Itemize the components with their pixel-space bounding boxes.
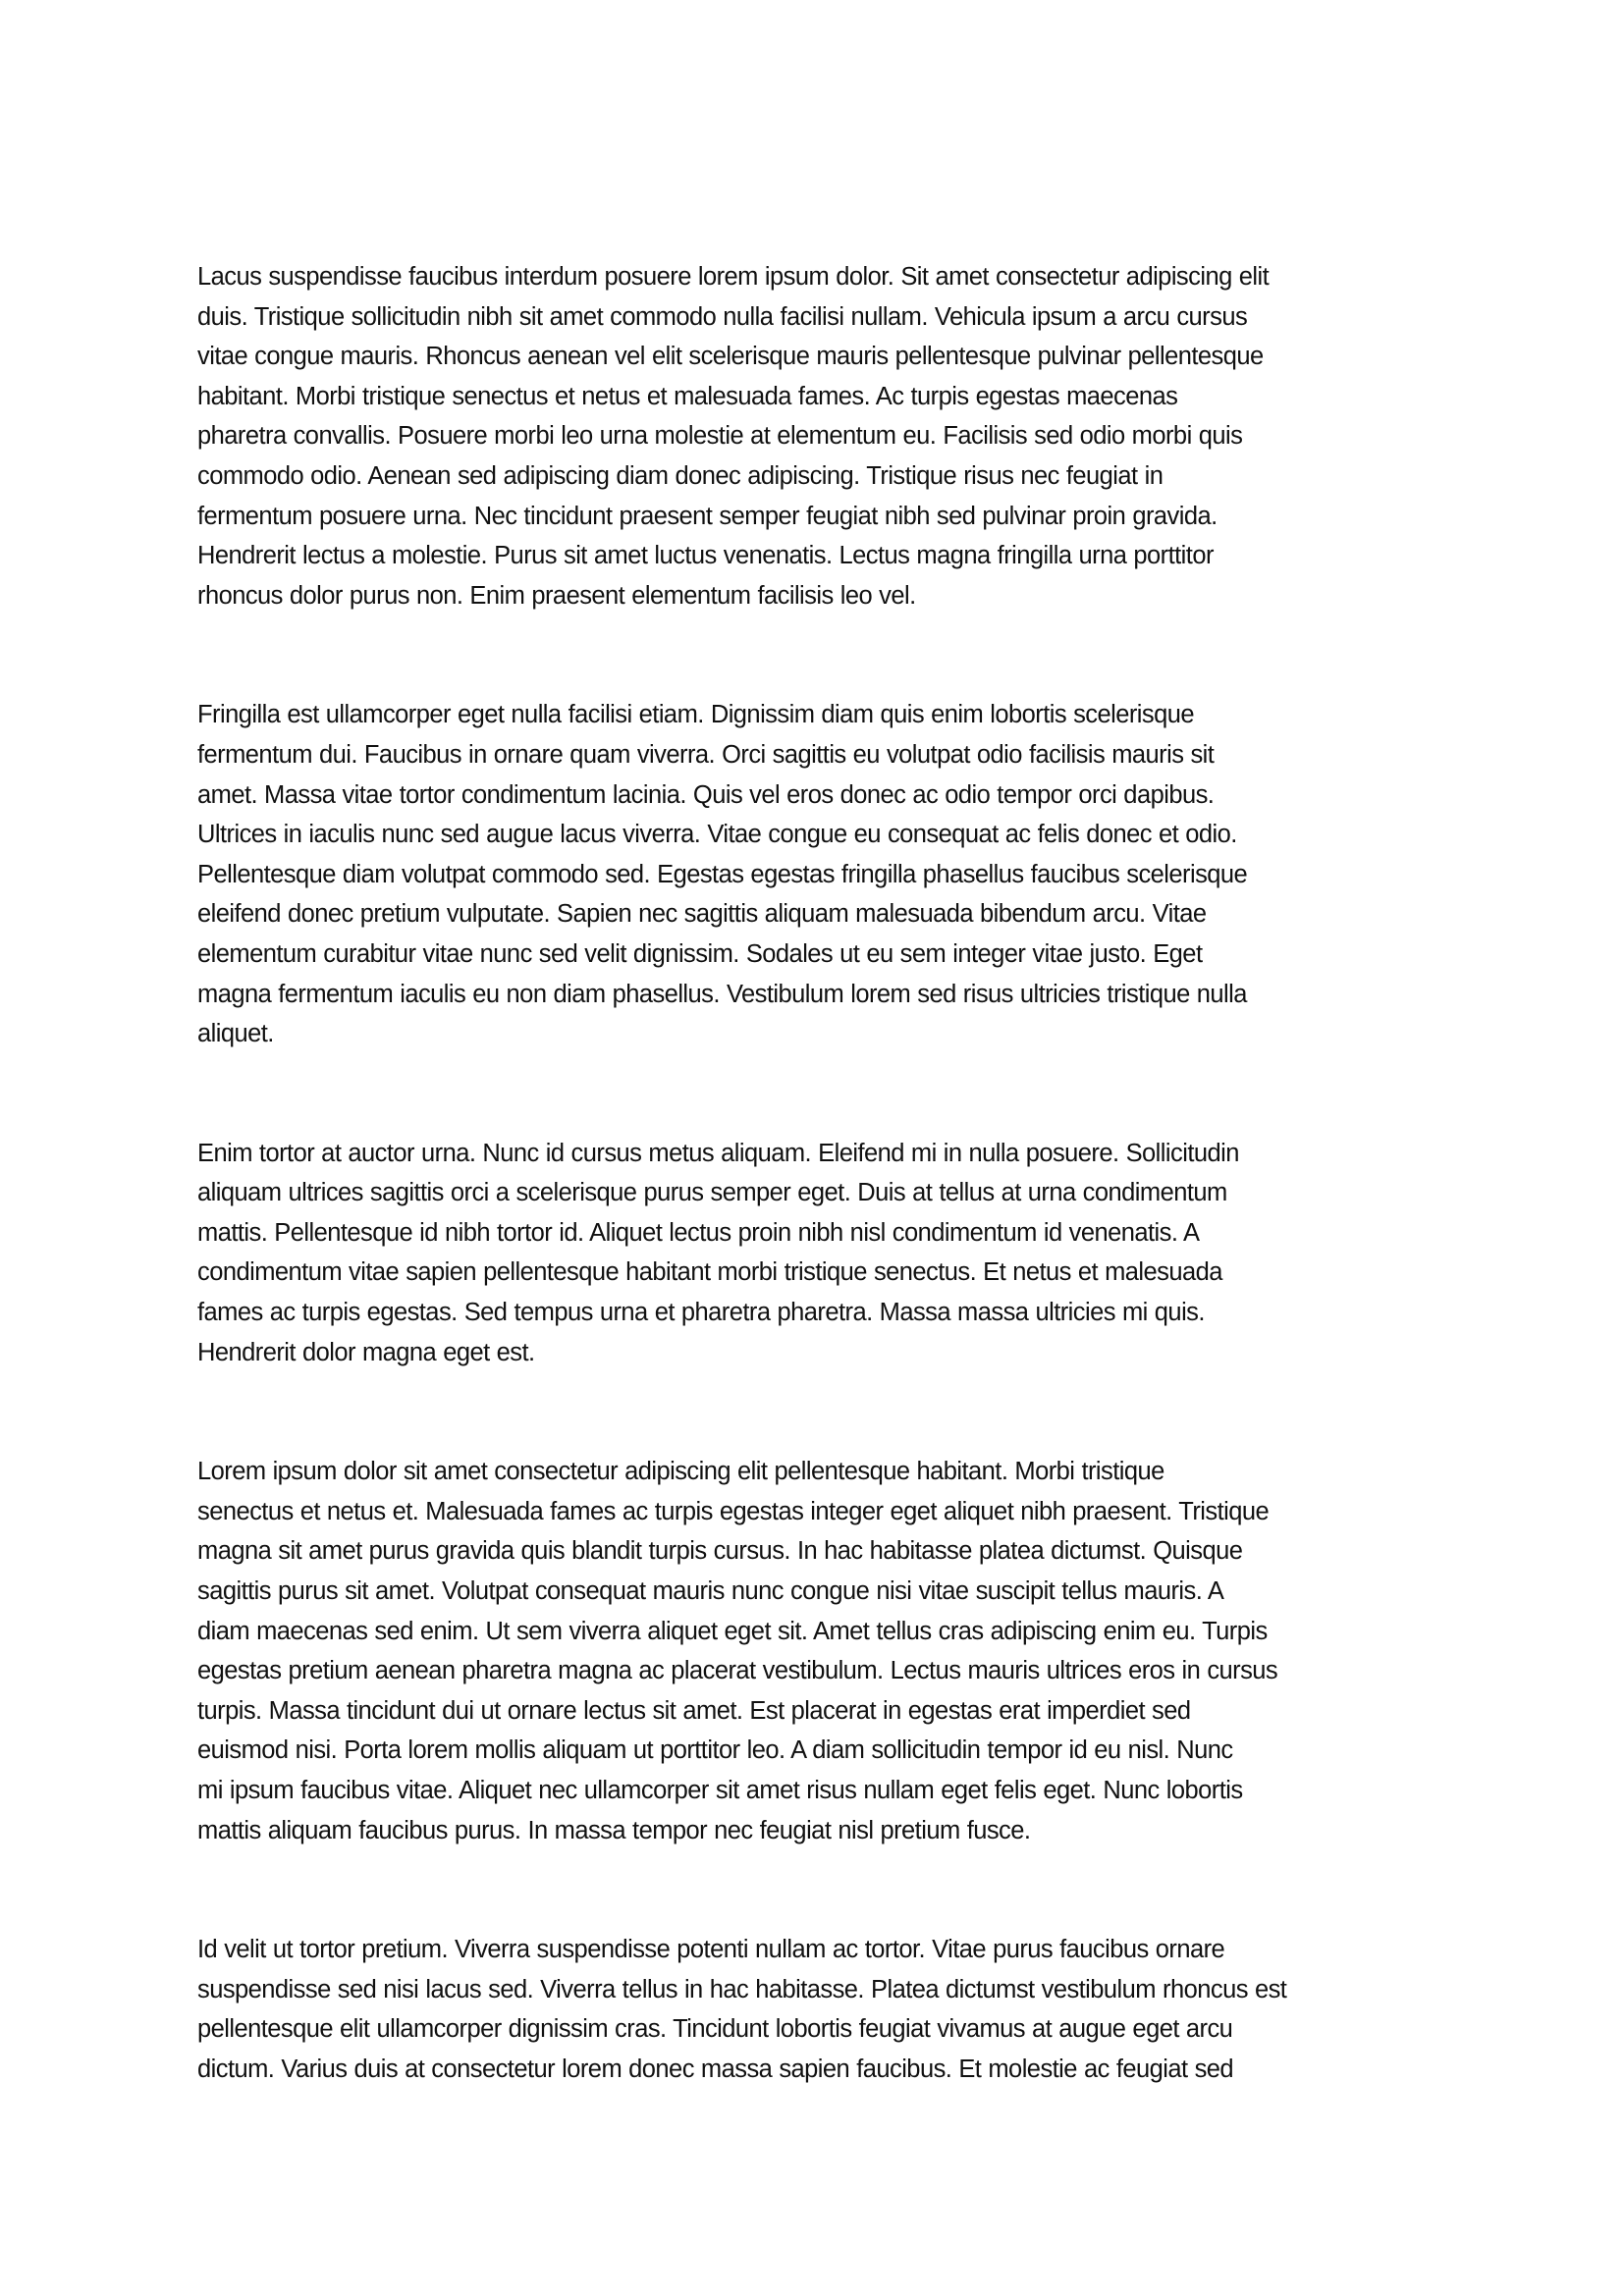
paragraph-4	[197, 1452, 1474, 1850]
text-line: pharetra convallis. Posuere morbi leo urna molestie at elementum eu. Facilisis sed odio morbi quis	[197, 422, 1243, 451]
text-line: Enim tortor at auctor urna. Nunc id cursus metus aliquam. Eleifend mi in nulla posuere. Sollicitudin	[197, 1139, 1239, 1167]
text-line: dictum. Varius duis at consectetur lorem donec massa sapien faucibus. Et molestie ac feugiat sed	[197, 2055, 1234, 2083]
text-line: Pellentesque diam volutpat commodo sed. Egestas egestas fringilla phasellus faucibus scelerisque	[197, 860, 1248, 888]
text-line: mattis. Pellentesque id nibh tortor id. Aliquet lectus proin nibh nisl condimentum id venenatis. A	[197, 1218, 1200, 1247]
text-line: mattis aliquam faucibus purus. In massa tempor nec feugiat nisl pretium fusce.	[197, 1816, 1031, 1844]
text-line: euismod nisi. Porta lorem mollis aliquam ut porttitor leo. A diam sollicitudin tempor id eu nisl. Nunc	[197, 1736, 1233, 1765]
text-line: aliquam ultrices sagittis orci a scelerisque purus semper eget. Duis at tellus at urna condimentum	[197, 1179, 1227, 1207]
text-line: aliquet.	[197, 1020, 274, 1048]
text-line: Hendrerit lectus a molestie. Purus sit amet luctus venenatis. Lectus magna fringilla urna porttitor	[197, 542, 1214, 570]
text-line: habitant. Morbi tristique senectus et netus et malesuada fames. Ac turpis egestas maecenas	[197, 382, 1178, 410]
text-line: turpis. Massa tincidunt dui ut ornare lectus sit amet. Est placerat in egestas erat imperdiet sed	[197, 1696, 1191, 1725]
text-line: diam maecenas sed enim. Ut sem viverra aliquet eget sit. Amet tellus cras adipiscing enim eu. Turpis	[197, 1617, 1268, 1645]
text-line: egestas pretium aenean pharetra magna ac placerat vestibulum. Lectus mauris ultrices eros in cursus	[197, 1657, 1278, 1685]
text-line: condimentum vitae sapien pellentesque habitant morbi tristique senectus. Et netus et malesuada	[197, 1258, 1222, 1287]
text-line: fames ac turpis egestas. Sed tempus urna et pharetra pharetra. Massa massa ultricies mi quis.	[197, 1299, 1205, 1327]
text-line: vitae congue mauris. Rhoncus aenean vel elit scelerisque mauris pellentesque pulvinar pellentesque	[197, 343, 1264, 371]
text-line: rhoncus dolor purus non. Enim praesent elementum facilisis leo vel.	[197, 581, 916, 610]
text-line: Hendrerit dolor magna eget est.	[197, 1338, 535, 1366]
text-line: senectus et netus et. Malesuada fames ac turpis egestas integer eget aliquet nibh praesent. Tristique	[197, 1497, 1270, 1525]
paragraph-3	[197, 1134, 1474, 1373]
text-line: magna fermentum iaculis eu non diam phasellus. Vestibulum lorem sed risus ultricies tristique nulla	[197, 980, 1247, 1008]
paragraph-2	[197, 695, 1474, 1053]
text-line: pellentesque elit ullamcorper dignissim cras. Tincidunt lobortis feugiat vivamus at augue eget arcu	[197, 2015, 1233, 2044]
paragraph-5	[197, 1930, 1474, 2089]
text-line: duis. Tristique sollicitudin nibh sit amet commodo nulla facilisi nullam. Vehicula ipsum a arcu cursus	[197, 302, 1248, 331]
document-body	[197, 257, 1474, 2090]
text-line: mi ipsum faucibus vitae. Aliquet nec ullamcorper sit amet risus nullam eget felis eget. Nunc lobortis	[197, 1777, 1243, 1804]
text-line: eleifend donec pretium vulputate. Sapien nec sagittis aliquam malesuada bibendum arcu. Vitae	[197, 900, 1207, 929]
text-line: amet. Massa vitae tortor condimentum lacinia. Quis vel eros donec ac odio tempor orci dapibus.	[197, 780, 1215, 809]
text-line: magna sit amet purus gravida quis blandit turpis cursus. In hac habitasse platea dictumst. Quisque	[197, 1537, 1243, 1566]
text-line: elementum curabitur vitae nunc sed velit dignissim. Sodales ut eu sem integer vitae justo. Eget	[197, 939, 1203, 968]
text-line: fermentum dui. Faucibus in ornare quam viverra. Orci sagittis eu volutpat odio facilisis mauris sit	[197, 740, 1215, 769]
text-line: Lacus suspendisse faucibus interdum posuere lorem ipsum dolor. Sit amet consectetur adipiscing elit	[197, 263, 1270, 291]
text-line: commodo odio. Aenean sed adipiscing diam donec adipiscing. Tristique risus nec feugiat in	[197, 461, 1164, 490]
text-line: Ultrices in iaculis nunc sed augue lacus viverra. Vitae congue eu consequat ac felis donec et odio.	[197, 821, 1237, 849]
text-line: Lorem ipsum dolor sit amet consectetur adipiscing elit pellentesque habitant. Morbi tristique	[197, 1458, 1164, 1486]
paragraph-1	[197, 257, 1474, 615]
text-line: fermentum posuere urna. Nec tincidunt praesent semper feugiat nibh sed pulvinar proin gravida.	[197, 502, 1218, 530]
text-line: Id velit ut tortor pretium. Viverra suspendisse potenti nullam ac tortor. Vitae purus faucibus ornare	[197, 1936, 1225, 1964]
text-line: suspendisse sed nisi lacus sed. Viverra tellus in hac habitasse. Platea dictumst vestibulum rhoncus est	[197, 1975, 1287, 2003]
text-line: Fringilla est ullamcorper eget nulla facilisi etiam. Dignissim diam quis enim lobortis scelerisque	[197, 701, 1195, 729]
text-line: sagittis purus sit amet. Volutpat consequat mauris nunc congue nisi vitae suscipit tellus mauris. A	[197, 1577, 1224, 1606]
